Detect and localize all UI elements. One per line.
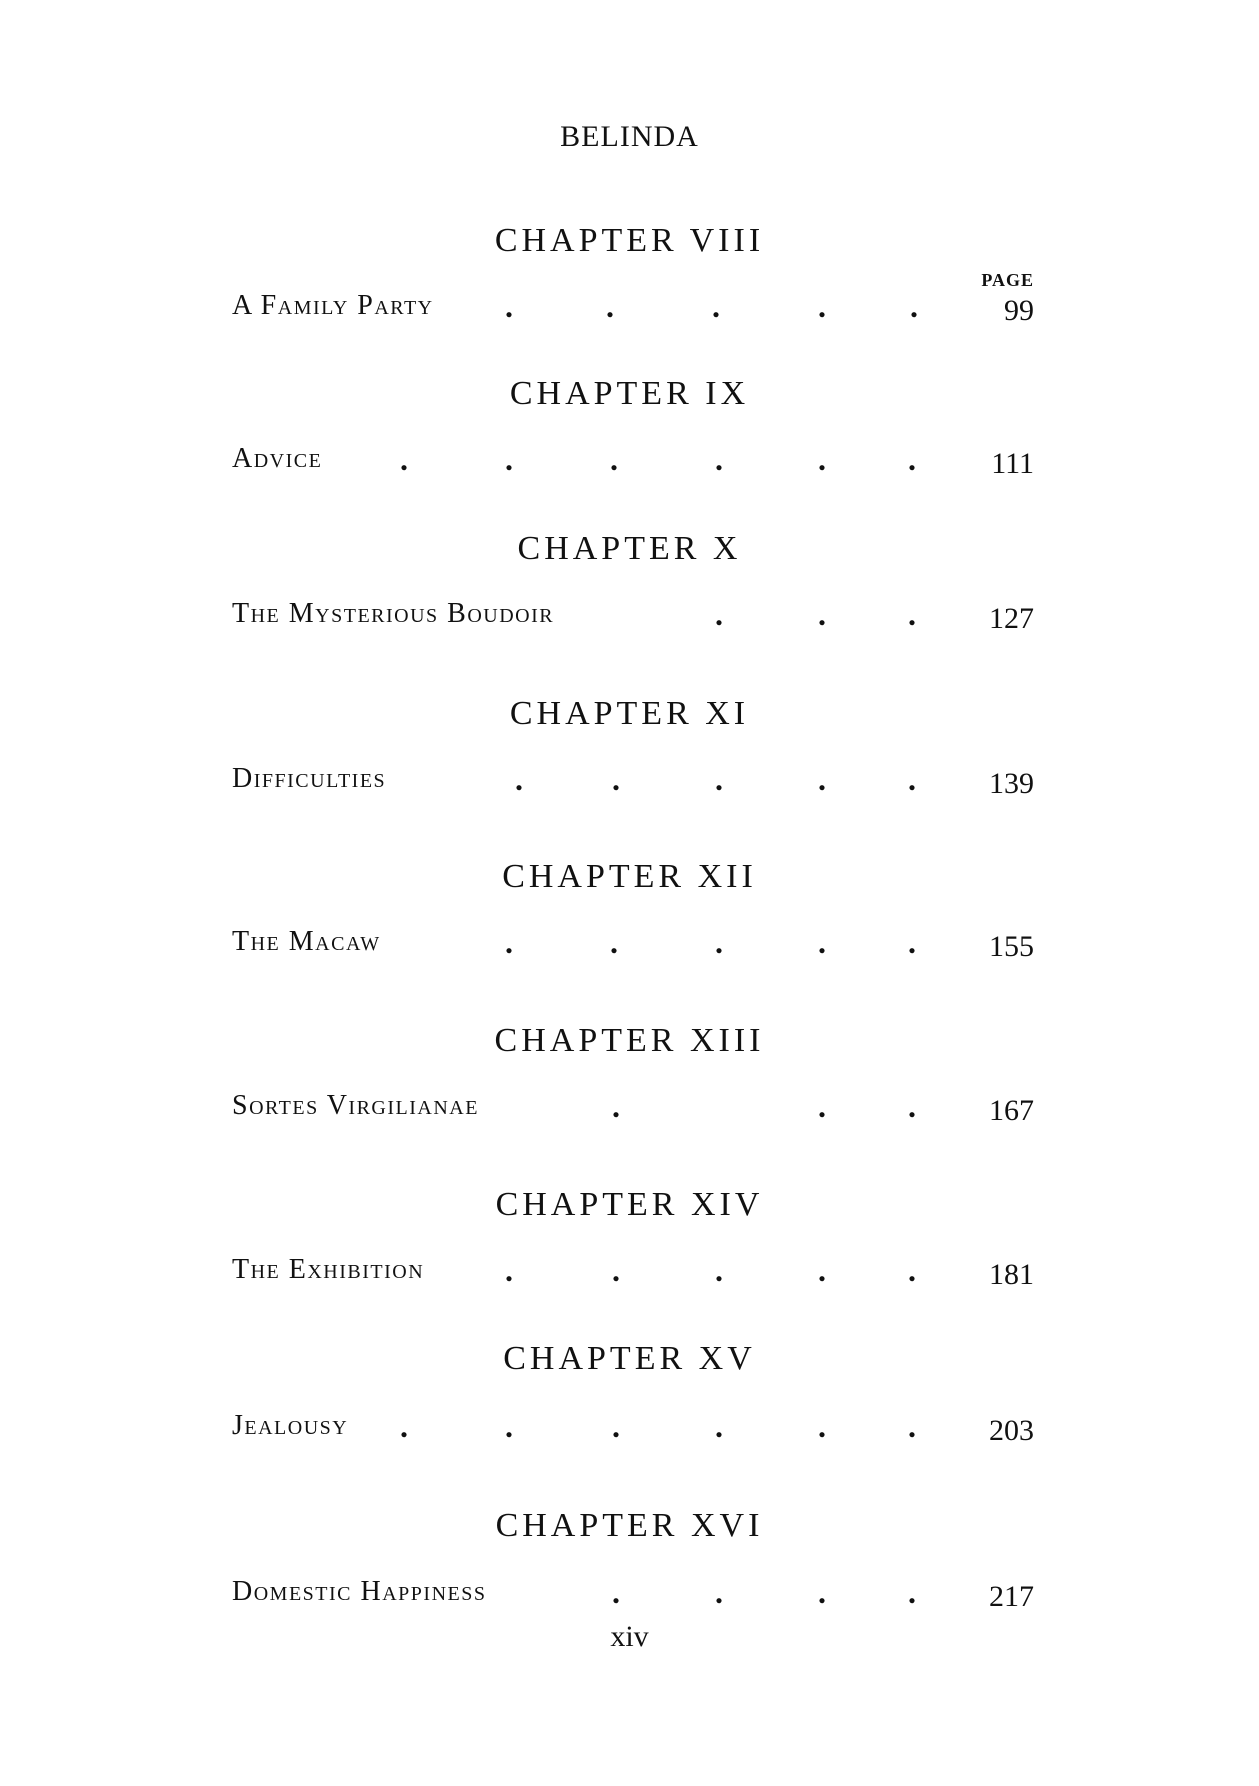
leader-dot: . bbox=[715, 1408, 723, 1444]
leader-dot: . bbox=[908, 1088, 916, 1124]
chapter-heading: CHAPTER XVI bbox=[495, 1507, 764, 1544]
leader-dot: . bbox=[715, 761, 723, 797]
entry-title: Domestic Happiness bbox=[232, 1576, 487, 1607]
chapter-heading: CHAPTER X bbox=[517, 530, 742, 567]
leader-dot: . bbox=[818, 441, 826, 477]
toc-entry[interactable] bbox=[0, 926, 1259, 966]
leader-dot: . bbox=[910, 288, 918, 324]
entry-title: Jealousy bbox=[232, 1410, 349, 1441]
entry-title: The Exhibition bbox=[232, 1254, 425, 1285]
toc-entry[interactable] bbox=[0, 1410, 1259, 1450]
leader-dot: . bbox=[818, 924, 826, 960]
leader-dot: . bbox=[612, 1252, 620, 1288]
leader-dot: . bbox=[818, 596, 826, 632]
leader-dot: . bbox=[908, 761, 916, 797]
leader-dot: . bbox=[715, 924, 723, 960]
leader-dot: . bbox=[715, 1252, 723, 1288]
entry-page-number: 127 bbox=[989, 602, 1034, 635]
entry-page-number: 155 bbox=[989, 930, 1034, 963]
page-column-label: PAGE bbox=[981, 270, 1034, 290]
leader-dot: . bbox=[612, 1088, 620, 1124]
toc-entry[interactable] bbox=[0, 763, 1259, 803]
leader-dot: . bbox=[715, 1574, 723, 1610]
running-head: BELINDA bbox=[560, 120, 699, 153]
leader-dot: . bbox=[818, 1574, 826, 1610]
entry-page-number: 111 bbox=[991, 447, 1034, 480]
leader-dot: . bbox=[505, 288, 513, 324]
entry-page-number: 99 bbox=[1004, 294, 1034, 327]
leader-dot: . bbox=[818, 1088, 826, 1124]
chapter-heading: CHAPTER XII bbox=[502, 858, 757, 895]
leader-dot: . bbox=[612, 761, 620, 797]
leader-dot: . bbox=[400, 1408, 408, 1444]
leader-dot: . bbox=[505, 441, 513, 477]
leader-dot: . bbox=[505, 1408, 513, 1444]
entry-page-number: 167 bbox=[989, 1094, 1034, 1127]
leader-dot: . bbox=[908, 596, 916, 632]
toc-entry[interactable] bbox=[0, 598, 1259, 638]
leader-dot: . bbox=[515, 761, 523, 797]
chapter-heading: CHAPTER VIII bbox=[494, 222, 765, 259]
leader-dot: . bbox=[818, 761, 826, 797]
entry-title: The Macaw bbox=[232, 926, 381, 957]
leader-dot: . bbox=[612, 1408, 620, 1444]
entry-title: Difficulties bbox=[232, 763, 387, 794]
toc-entry[interactable] bbox=[0, 1576, 1259, 1616]
leader-dot: . bbox=[610, 441, 618, 477]
chapter-heading: CHAPTER XIII bbox=[494, 1022, 765, 1059]
leader-dot: . bbox=[612, 1574, 620, 1610]
leader-dot: . bbox=[715, 596, 723, 632]
leader-dot: . bbox=[606, 288, 614, 324]
toc-entry[interactable] bbox=[0, 443, 1259, 483]
leader-dot: . bbox=[400, 441, 408, 477]
page-folio: xiv bbox=[610, 1620, 649, 1653]
chapter-heading: CHAPTER XI bbox=[509, 695, 750, 732]
leader-dot: . bbox=[818, 1408, 826, 1444]
leader-dot: . bbox=[610, 924, 618, 960]
leader-dot: . bbox=[908, 1252, 916, 1288]
leader-dot: . bbox=[908, 441, 916, 477]
toc-entry[interactable] bbox=[0, 1090, 1259, 1130]
entry-page-number: 217 bbox=[989, 1580, 1034, 1613]
leader-dot: . bbox=[505, 1252, 513, 1288]
leader-dot: . bbox=[505, 924, 513, 960]
entry-page-number: 181 bbox=[989, 1258, 1034, 1291]
toc-entry[interactable] bbox=[0, 290, 1259, 330]
leader-dot: . bbox=[908, 1574, 916, 1610]
chapter-heading: CHAPTER IX bbox=[509, 375, 750, 412]
leader-dot: . bbox=[818, 288, 826, 324]
chapter-heading: CHAPTER XIV bbox=[495, 1186, 764, 1223]
entry-page-number: 139 bbox=[989, 767, 1034, 800]
chapter-heading: CHAPTER XV bbox=[503, 1340, 756, 1377]
toc-entry[interactable] bbox=[0, 1254, 1259, 1294]
entry-title: The Mysterious Boudoir bbox=[232, 598, 555, 629]
leader-dot: . bbox=[908, 1408, 916, 1444]
entry-title: Advice bbox=[232, 443, 323, 474]
leader-dot: . bbox=[908, 924, 916, 960]
entry-title: A Family Party bbox=[232, 290, 434, 321]
entry-title: Sortes Virgilianae bbox=[232, 1090, 479, 1121]
leader-dot: . bbox=[712, 288, 720, 324]
leader-dot: . bbox=[715, 441, 723, 477]
entry-page-number: 203 bbox=[989, 1414, 1034, 1447]
leader-dot: . bbox=[818, 1252, 826, 1288]
